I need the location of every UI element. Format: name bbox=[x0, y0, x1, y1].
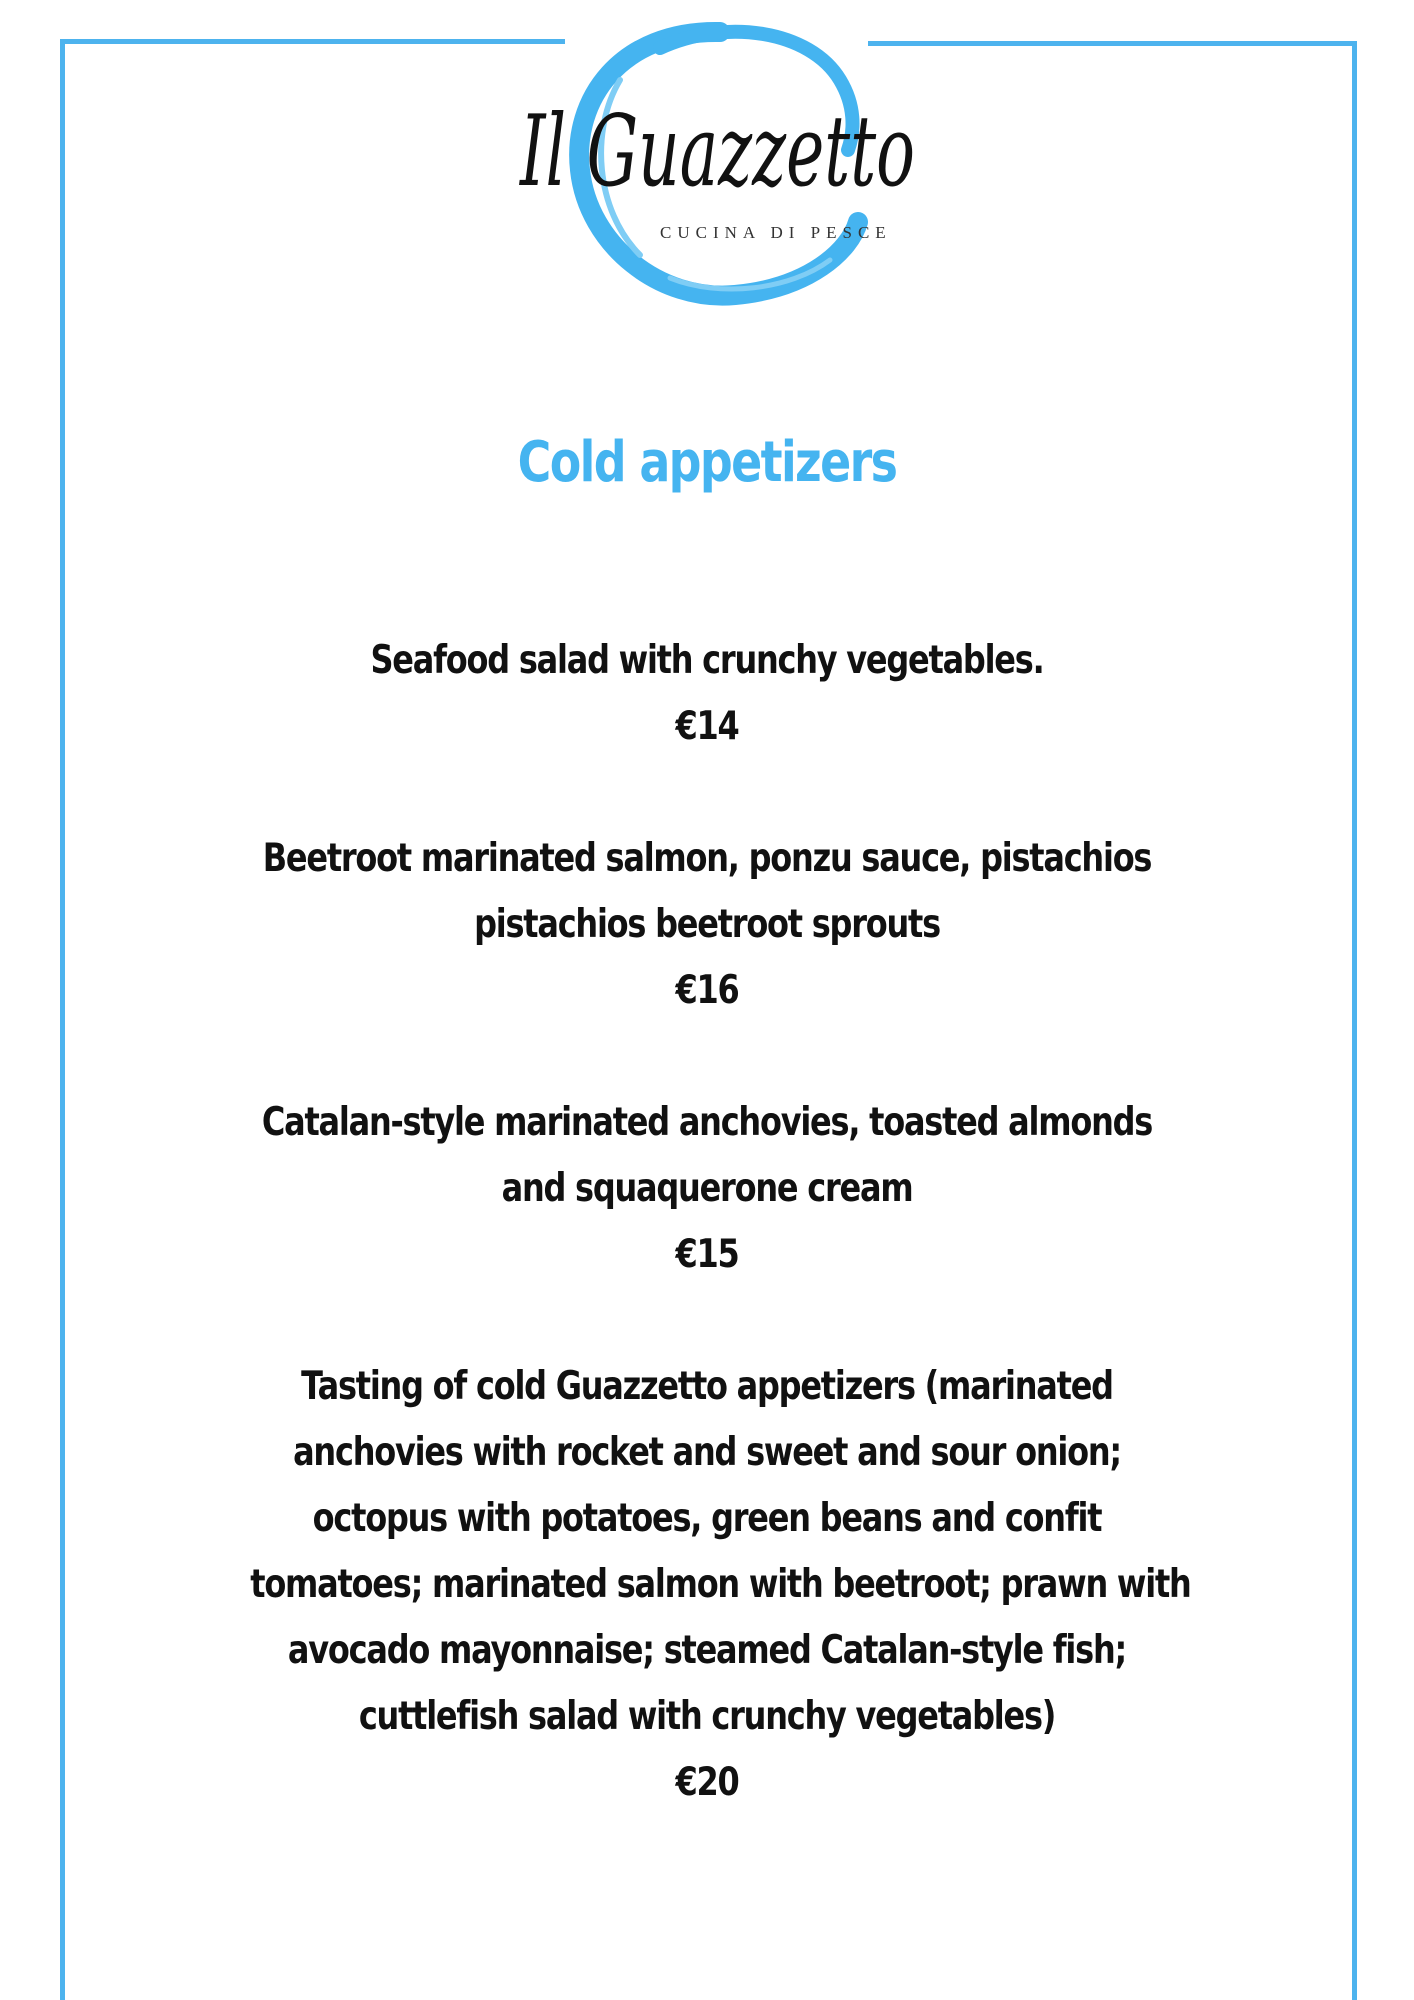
menu-list bbox=[150, 628, 1264, 1882]
item-description-line: octopus with potatoes, green beans and confit bbox=[312, 1496, 1102, 1541]
item-description-line: cuttlefish salad with crunchy vegetables) bbox=[358, 1694, 1056, 1739]
item-description-line: Tasting of cold Guazzetto appetizers (marinated bbox=[301, 1364, 1113, 1409]
item-description-line: Catalan-style marinated anchovies, toasted almonds bbox=[261, 1100, 1153, 1145]
item-price: €16 bbox=[675, 968, 739, 1013]
section-title: Cold appetizers bbox=[517, 430, 897, 495]
item-description-line: and squaquerone cream bbox=[501, 1166, 913, 1211]
frame-top-left-border bbox=[60, 39, 565, 44]
frame-left-border bbox=[60, 39, 65, 2000]
item-price: €20 bbox=[675, 1760, 739, 1805]
logo-script-text: Il Guazzetto bbox=[518, 95, 915, 209]
menu-item bbox=[150, 1090, 1264, 1288]
item-description-line: anchovies with rocket and sweet and sour onion; bbox=[293, 1430, 1121, 1475]
menu-item bbox=[150, 1354, 1264, 1816]
logo-tagline-text: CUCINA DI PESCE bbox=[660, 223, 892, 242]
item-description-line: tomatoes; marinated salmon with beetroot; prawn with bbox=[250, 1562, 1191, 1607]
restaurant-logo bbox=[510, 10, 930, 320]
item-description-line: avocado mayonnaise; steamed Catalan-style fish; bbox=[287, 1628, 1127, 1673]
frame-right-border bbox=[1352, 41, 1357, 2000]
menu-item bbox=[150, 826, 1264, 1024]
item-price: €14 bbox=[675, 704, 739, 749]
menu-item bbox=[150, 628, 1264, 760]
item-description-line: Beetroot marinated salmon, ponzu sauce, pistachios bbox=[262, 836, 1152, 881]
item-description-line: Seafood salad with crunchy vegetables. bbox=[370, 638, 1044, 683]
frame-top-right-border bbox=[868, 41, 1357, 46]
item-description-line: pistachios beetroot sprouts bbox=[474, 902, 940, 947]
item-price: €15 bbox=[675, 1232, 739, 1277]
